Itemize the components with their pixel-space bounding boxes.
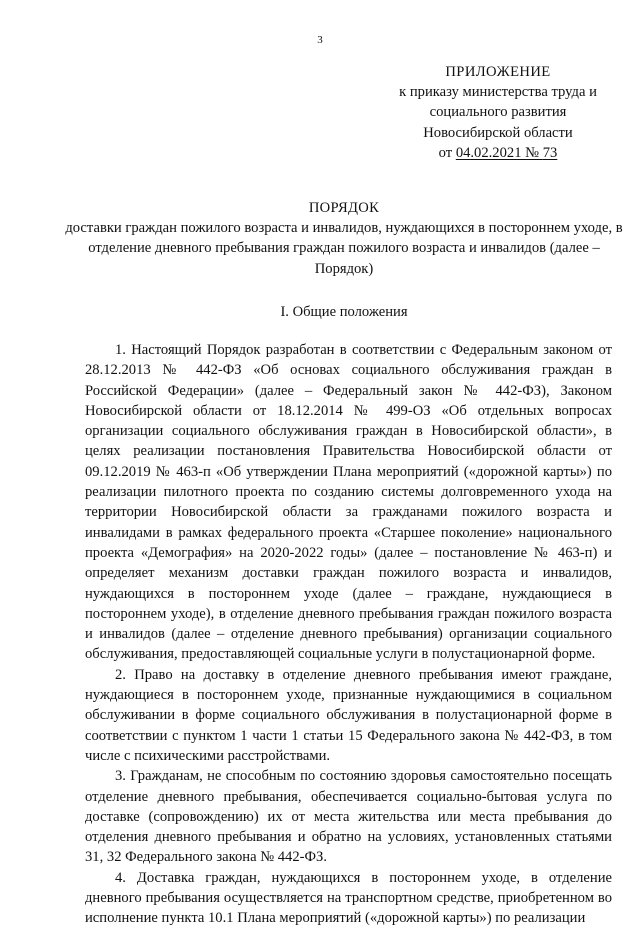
appendix-date-line	[386, 143, 610, 163]
section-heading: I. Общие положения	[280, 304, 408, 320]
appendix-line-1: к приказу министерства труда и	[399, 84, 597, 101]
appendix-date-prefix: от	[438, 144, 456, 161]
appendix-block	[386, 62, 610, 163]
paragraph-4: 4. Доставка граждан, нуждающихся в постороннем уходе, в отделение дневного пребывания осуществляется на транспортном средстве, приобретенном во исполнение пункта 10.1 Плана мероприятий («дорожной карты») по реализации	[85, 869, 612, 927]
appendix-title: ПРИЛОЖЕНИЕ	[445, 64, 551, 80]
appendix-line-2: социального развития	[429, 104, 567, 121]
paragraph-3: 3. Гражданам, не способным по состоянию здоровья самостоятельно посещать отделение дневного пребывания, обеспечивается социально-бытовая услуга по доставке (сопровождению) их от места жительства или места пребывания до отделения дневного пребывания и обратно на условиях, установленных статьями 31, 32 Федерального закона № 442-ФЗ.	[85, 768, 612, 866]
appendix-date: 04.02.2021	[455, 144, 522, 161]
document-title: ПОРЯДОК	[308, 200, 380, 216]
page-number: 3	[317, 34, 323, 46]
section-body	[85, 340, 612, 929]
appendix-number: 73	[542, 144, 558, 161]
paragraph-1: 1. Настоящий Порядок разработан в соответствии с Федеральным законом от 28.12.2013 № 442-ФЗ «Об основах социального обслуживания граждан в Российской Федерации» (далее – Федеральный закон № 442-ФЗ), Законом Новосибирской области от 18.12.2014 № 499-ОЗ «Об отдельных вопросах организации социального обслуживания граждан в Новосибирской области», в целях реализации постановления Правительства Новосибирской области от 09.12.2019 № 463-п «Об утверждении Плана мероприятий («дорожной карты») по реализации пилотного проекта по созданию системы долговременного ухода на территории Новосибирской области за гражданами пожилого возраста и инвалидами в рамках федерального проекта «Старшее поколение» национального проекта «Демография» на 2020-2022 годы» (далее – постановление № 463-п) и определяет механизм доставки граждан пожилого возраста и инвалидов, нуждающихся в постороннем уходе (далее – граждане, нуждающиеся в постороннем уходе), в отделение дневного пребывания граждан пожилого возраста и инвалидов (далее – отделение дневного пребывания) организации социального обслуживания, предоставляющей социальные услуги в полустационарной форме.	[85, 342, 612, 663]
appendix-line-3: Новосибирской области	[423, 124, 573, 141]
appendix-number-prefix: №	[521, 144, 543, 161]
paragraph-2: 2. Право на доставку в отделение дневного пребывания имеют граждане, нуждающиеся в постороннем уходе, признанные нуждающимися в социальном обслуживании в форме социального обслуживания в полустационарной форме в соответствии с пунктом 1 части 1 статьи 15 Федерального закона № 442-ФЗ, в том числе с психическими расстройствами.	[85, 666, 612, 764]
document-title-block	[64, 198, 624, 279]
document-subtitle: доставки граждан пожилого возраста и инвалидов, нуждающихся в постороннем уходе, в отделение дневного пребывания граждан пожилого возраста и инвалидов (далее – Порядок)	[65, 220, 623, 277]
